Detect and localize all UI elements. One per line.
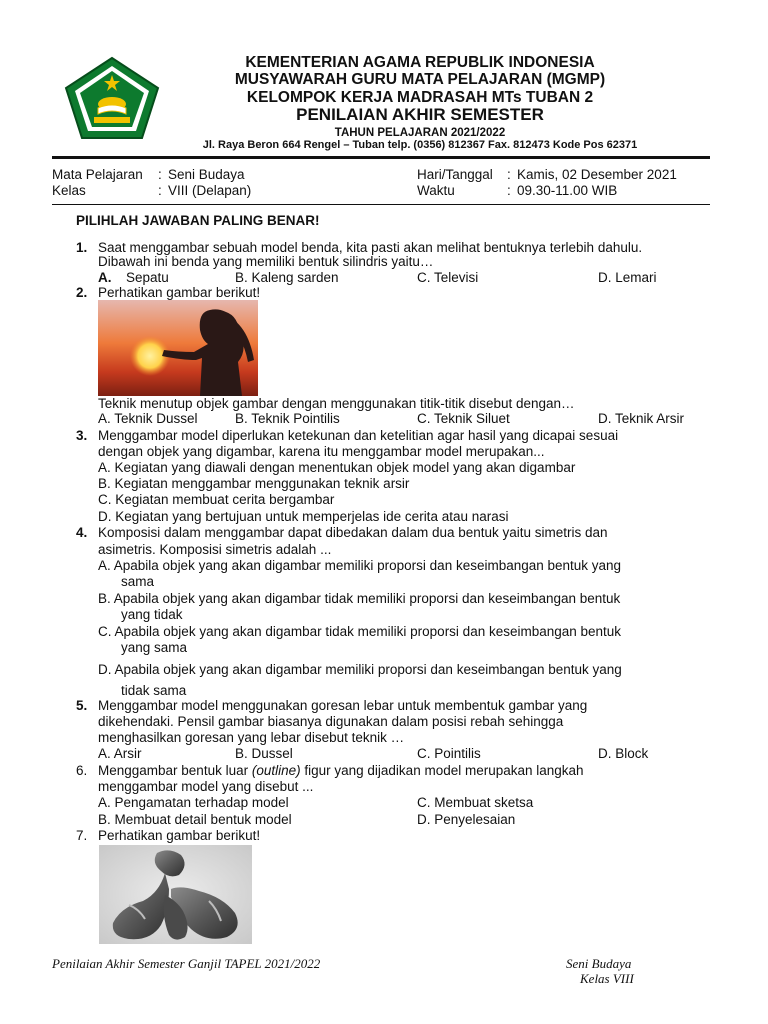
q4-option-b-line1: B. Apabila objek yang akan digambar tidak memiliki proporsi dan keseimbangan bentuk xyxy=(98,591,621,606)
subject-colon: : xyxy=(158,167,166,182)
q2-option-b: B. Teknik Pointilis xyxy=(235,411,340,426)
q3-option-d: D. Kegiatan yang bertujuan untuk memperjelas ide cerita atau narasi xyxy=(98,509,509,524)
subject-label: Mata Pelajaran xyxy=(52,167,143,182)
q3-text-line2: dengan objek yang digambar, karena itu menggambar model merupakan... xyxy=(98,444,545,459)
q4-option-c-line1: C. Apabila objek yang akan digambar tidak memiliki proporsi dan keseimbangan bentuk xyxy=(98,624,622,639)
q1-number: 1. xyxy=(76,240,88,255)
q5-option-b: B. Dussel xyxy=(235,746,293,761)
shaded-flower-image xyxy=(99,845,252,944)
q7-text-line1: Perhatikan gambar berikut! xyxy=(98,828,261,843)
q3-text-line1: Menggambar model diperlukan ketekunan dan ketelitian agar hasil yang dicapai sesuai xyxy=(98,428,619,443)
q6-option-d: D. Penyelesaian xyxy=(417,812,516,827)
q3-option-c: C. Kegiatan membuat cerita bergambar xyxy=(98,492,335,507)
q2-option-c: C. Teknik Siluet xyxy=(417,411,510,426)
q5-text-line3: menghasilkan goresan yang lebar disebut teknik … xyxy=(98,730,405,745)
time-label: Waktu xyxy=(417,183,455,198)
q7-number: 7. xyxy=(76,828,88,843)
q6-option-a: A. Pengamatan terhadap model xyxy=(98,795,289,810)
q1-option-a-letter: A. xyxy=(98,270,112,285)
header-address: Jl. Raya Beron 664 Rengel – Tuban telp. (0356) 812367 Fax. 812473 Kode Pos 62371 xyxy=(202,139,638,151)
q4-option-b-line2: yang tidak xyxy=(121,607,183,622)
q6-text-line1-part3: figur yang dijadikan model merupakan langkah xyxy=(300,763,584,778)
time-colon: : xyxy=(507,183,515,198)
header-divider-thick xyxy=(52,156,710,159)
q1-option-d: D. Lemari xyxy=(598,270,657,285)
q1-option-a: Sepatu xyxy=(126,270,169,285)
header-ministry: KEMENTERIAN AGAMA REPUBLIK INDONESIA xyxy=(245,54,595,71)
header-kkm: KELOMPOK KERJA MADRASAH MTs TUBAN 2 xyxy=(246,89,594,106)
q6-option-b: B. Membuat detail bentuk model xyxy=(98,812,292,827)
footer-exam-label: Penilaian Akhir Semester Ganjil TAPEL 2021/2022 xyxy=(52,956,321,971)
class-colon: : xyxy=(158,183,166,198)
header-exam-title: PENILAIAN AKHIR SEMESTER xyxy=(296,105,544,124)
q1-option-b: B. Kaleng sarden xyxy=(235,270,339,285)
q6-text-line2: menggambar model yang disebut ... xyxy=(98,779,314,794)
q2-number: 2. xyxy=(76,285,88,300)
q6-text-line1 xyxy=(98,763,584,778)
q4-option-a-line1: A. Apabila objek yang akan digambar memiliki proporsi dan keseimbangan bentuk yang xyxy=(98,558,622,573)
q1-option-c: C. Televisi xyxy=(417,270,479,285)
q6-number: 6. xyxy=(76,763,88,778)
date-value: Kamis, 02 Desember 2021 xyxy=(517,167,677,182)
q6-option-c: C. Membuat sketsa xyxy=(417,795,534,810)
footer-subject: Seni Budaya xyxy=(566,956,632,971)
class-label: Kelas xyxy=(52,183,86,198)
q5-text-line1: Menggambar model menggunakan goresan lebar untuk membentuk gambar yang xyxy=(98,698,588,713)
q4-text-line1: Komposisi dalam menggambar dapat dibedakan dalam dua bentuk yaitu simetris dan xyxy=(98,525,608,540)
q1-text-line1: Saat menggambar sebuah model benda, kita pasti akan melihat bentuknya terlebih dahulu. xyxy=(98,240,643,255)
q4-option-d-line2: tidak sama xyxy=(121,683,187,698)
time-value: 09.30-11.00 WIB xyxy=(517,183,618,198)
meta-divider xyxy=(52,204,710,205)
subject-value: Seni Budaya xyxy=(168,167,245,182)
q4-option-a-line2: sama xyxy=(121,574,155,589)
date-colon: : xyxy=(507,167,515,182)
q3-option-a: A. Kegiatan yang diawali dengan menentukan objek model yang akan digambar xyxy=(98,460,576,475)
q2-text-line1: Perhatikan gambar berikut! xyxy=(98,285,261,300)
q6-text-line1-italic: (outline) xyxy=(251,763,301,778)
q4-text-line2: asimetris. Komposisi simetris adalah ... xyxy=(98,542,332,557)
q5-number: 5. xyxy=(76,698,88,713)
q4-option-c-line2: yang sama xyxy=(121,640,188,655)
kemenag-logo xyxy=(64,56,160,140)
header-mgmp: MUSYAWARAH GURU MATA PELAJARAN (MGMP) xyxy=(234,71,606,88)
q6-text-line1-part1: Menggambar bentuk luar xyxy=(98,763,252,778)
q2-text-line2: Teknik menutup objek gambar dengan menggunakan titik-titik disebut dengan… xyxy=(98,396,575,411)
pointillism-silhouette-image xyxy=(98,300,258,396)
q1-text-line2: Dibawah ini benda yang memiliki bentuk silindris yaitu… xyxy=(98,254,434,269)
header-school-year: TAHUN PELAJARAN 2021/2022 xyxy=(334,127,506,139)
q5-option-c: C. Pointilis xyxy=(417,746,481,761)
q4-option-d-line1: D. Apabila objek yang akan digambar memiliki proporsi dan keseimbangan bentuk yang xyxy=(98,662,622,677)
class-value: VIII (Delapan) xyxy=(168,183,252,198)
q4-number: 4. xyxy=(76,525,88,540)
footer-class: Kelas VIII xyxy=(580,971,634,986)
instruction: PILIHLAH JAWABAN PALING BENAR! xyxy=(76,213,320,228)
q3-option-b: B. Kegiatan menggambar menggunakan teknik arsir xyxy=(98,476,410,491)
q2-option-a: A. Teknik Dussel xyxy=(98,411,198,426)
q3-number: 3. xyxy=(76,428,88,443)
q2-option-d: D. Teknik Arsir xyxy=(598,411,685,426)
q5-option-a: A. Arsir xyxy=(98,746,142,761)
date-label: Hari/Tanggal xyxy=(417,167,493,182)
q5-option-d: D. Block xyxy=(598,746,649,761)
q5-text-line2: dikehendaki. Pensil gambar biasanya digunakan dalam posisi rebah sehingga xyxy=(98,714,564,729)
